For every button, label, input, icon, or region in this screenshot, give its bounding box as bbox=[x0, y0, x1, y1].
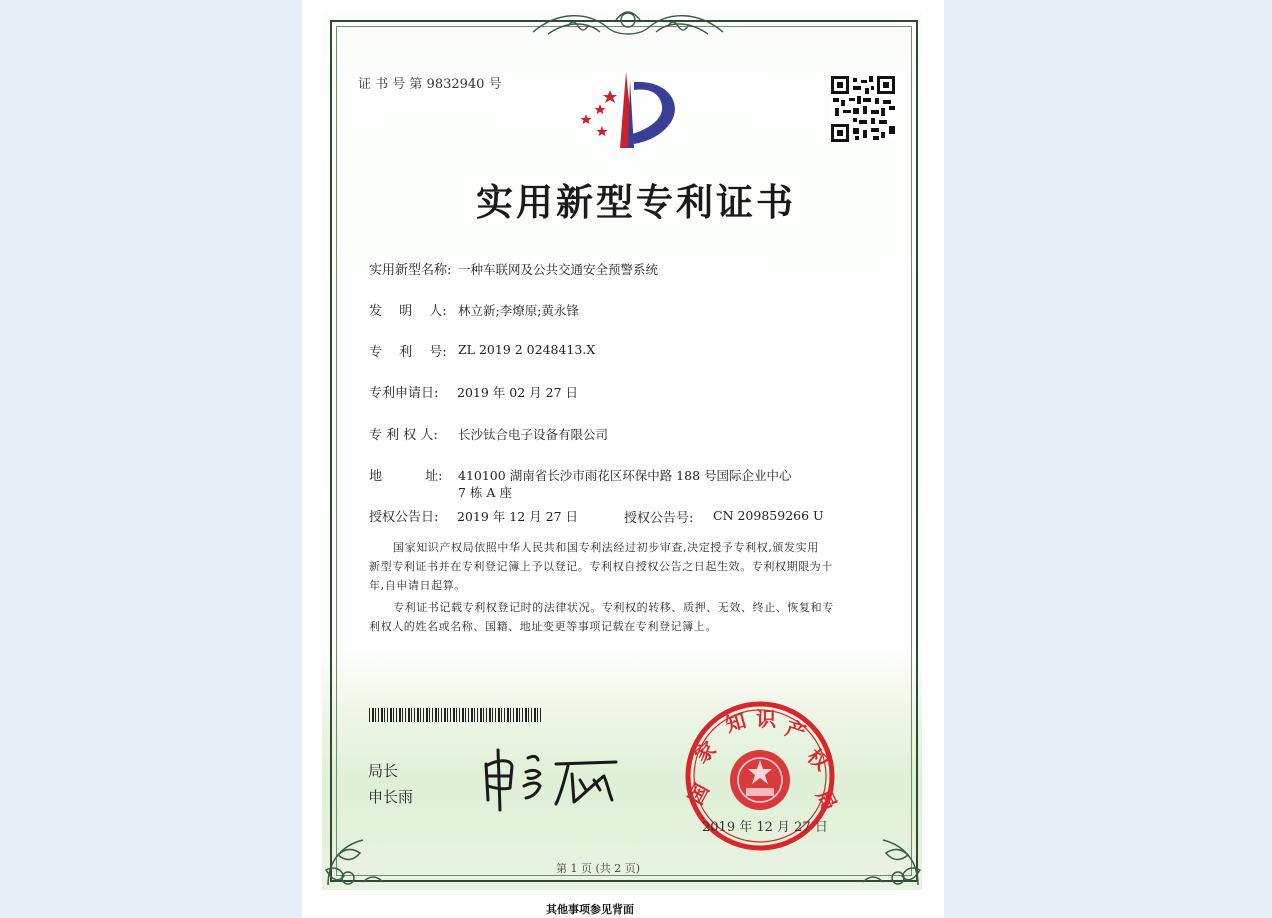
address-value-line1: 410100 湖南省长沙市雨花区环保中路 188 号国际企业中心 bbox=[458, 468, 792, 483]
seal-date: 2019 年 12 月 27 日 bbox=[702, 820, 828, 835]
grant-number-value: CN 209859266 U bbox=[713, 508, 824, 523]
svg-text:家: 家 bbox=[689, 736, 721, 768]
address-label: 地 址: bbox=[369, 469, 443, 484]
certificate-number bbox=[358, 73, 502, 92]
director-name: 申长雨 bbox=[368, 788, 414, 806]
patentee-value: 长沙钛合电子设备有限公司 bbox=[458, 427, 609, 442]
svg-text:局: 局 bbox=[811, 785, 842, 815]
director-title: 局长 bbox=[368, 762, 399, 780]
paragraph-2-line-1: 专利证书记载专利权登记时的法律状况。专利权的转移、质押、无效、终止、恢复和专 bbox=[393, 601, 834, 614]
svg-text:国: 国 bbox=[683, 779, 714, 809]
footer-note: 其他事项参见背面 bbox=[546, 903, 634, 916]
certificate-number-suffix: 号 bbox=[488, 77, 502, 92]
cnipa-logo-icon bbox=[572, 70, 682, 152]
filing-date-value: 2019 年 02 月 27 日 bbox=[457, 385, 578, 400]
certificate-number-label: 证 书 号 第 bbox=[358, 77, 423, 92]
barcode bbox=[369, 708, 541, 722]
svg-text:知: 知 bbox=[722, 708, 749, 737]
address-value-line2: 7 栋 A 座 bbox=[458, 485, 512, 500]
svg-text:权: 权 bbox=[802, 743, 834, 776]
paragraph-1-line-1: 国家知识产权局依照中华人民共和国专利法经过初步审查,决定授予专利权,颁发实用 bbox=[393, 541, 819, 554]
corner-ornament-left-icon bbox=[318, 800, 388, 890]
utility-model-name-value: 一种车联网及公共交通安全预警系统 bbox=[458, 262, 659, 277]
paragraph-2-line-2: 利权人的姓名或名称、国籍、地址变更等事项记载在专利登记簿上。 bbox=[369, 620, 717, 633]
patent-number-label: 专 利 号: bbox=[369, 345, 447, 360]
inventor-value: 林立新;李燎原;黄永锋 bbox=[458, 303, 579, 318]
handwritten-signature bbox=[476, 742, 626, 814]
page-indicator: 第 1 页 (共 2 页) bbox=[556, 862, 641, 875]
patentee-label: 专 利 权 人: bbox=[369, 428, 438, 443]
certificate-number-value: 9832940 bbox=[426, 77, 485, 92]
filing-date-label: 专利申请日: bbox=[369, 386, 439, 401]
qr-code-icon bbox=[831, 76, 895, 142]
svg-text:识: 识 bbox=[756, 707, 776, 731]
svg-text:产: 产 bbox=[782, 715, 809, 745]
grant-date-value: 2019 年 12 月 27 日 bbox=[457, 509, 578, 524]
inventor-label: 发 明 人: bbox=[369, 304, 447, 319]
paragraph-1-line-2: 新型专利证书并在专利登记簿上予以登记。专利权自授权公告之日起生效。专利权期限为十 bbox=[369, 560, 833, 573]
certificate-title: 实用新型专利证书 bbox=[476, 181, 796, 224]
patent-number-value: ZL 2019 2 0248413.X bbox=[458, 342, 596, 357]
grant-date-label: 授权公告日: bbox=[369, 510, 439, 525]
utility-model-name-label: 实用新型名称: bbox=[369, 263, 452, 278]
corner-ornament-right-icon bbox=[858, 800, 928, 890]
paragraph-1-line-3: 年,自申请日起算。 bbox=[369, 579, 466, 592]
grant-number-label: 授权公告号: bbox=[624, 511, 694, 526]
top-ornament-icon bbox=[528, 6, 728, 42]
